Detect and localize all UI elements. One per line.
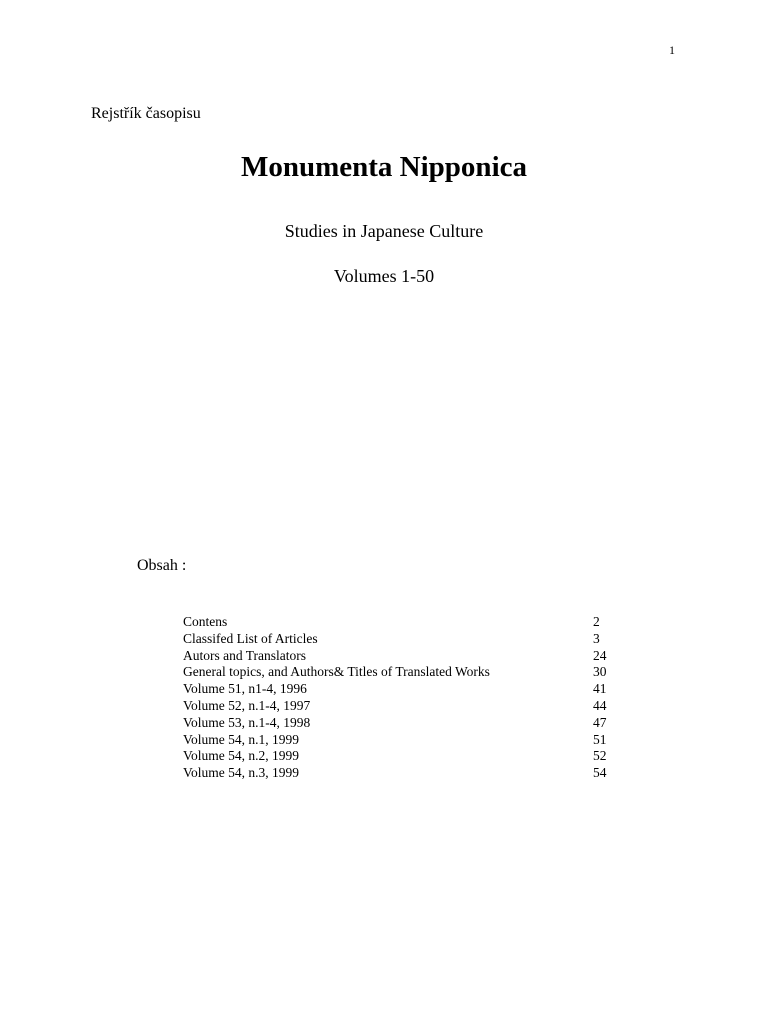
- document-subtitle: Studies in Japanese Culture: [284, 221, 484, 241]
- toc-entry: [183, 715, 623, 732]
- document-kicker: Rejstřík časopisu: [91, 105, 201, 122]
- document-title: Monumenta Nipponica: [240, 151, 527, 183]
- toc-entry-title: Contens: [183, 614, 228, 629]
- toc-entry-title: Volume 54, n.2, 1999: [183, 748, 300, 764]
- toc-entry-page: 47: [593, 714, 607, 730]
- toc-entry-page: 30: [593, 664, 607, 680]
- toc-entry: [183, 748, 623, 765]
- toc-entry-title: Volume 54, n.1, 1999: [183, 731, 300, 747]
- toc-entry-title: Volume 54, n.3, 1999: [183, 765, 300, 781]
- toc-entry-page: 2: [593, 614, 600, 629]
- toc-entry: [183, 765, 623, 782]
- toc-entry-title: General topics, and Authors& Titles of Translated Works: [183, 664, 490, 680]
- toc-entry-title: Autors and Translators: [183, 647, 307, 663]
- toc-entry: [183, 732, 623, 749]
- toc-entry: [183, 698, 623, 715]
- toc-entry: [183, 631, 623, 648]
- toc-entry-page: 52: [593, 748, 607, 764]
- toc-entry-page: 41: [593, 681, 607, 697]
- toc-entry-title: Volume 51, n1-4, 1996: [183, 681, 307, 697]
- toc-heading: Obsah :: [137, 557, 187, 574]
- toc-entry-page: 44: [593, 697, 607, 713]
- toc-entry: [183, 648, 623, 665]
- toc-entry-page: 3: [593, 630, 600, 646]
- toc-entry-page: 51: [593, 731, 607, 747]
- toc-entry-page: 54: [593, 765, 607, 781]
- toc-entry-title: Volume 53, n.1-4, 1998: [183, 714, 311, 730]
- toc-entry-title: Classifed List of Articles: [183, 630, 318, 646]
- toc-entry-page: 24: [593, 647, 607, 663]
- toc-entry: [183, 681, 623, 698]
- toc-entry: [183, 614, 623, 631]
- toc-entry-title: Volume 52, n.1-4, 1997: [183, 697, 311, 713]
- volumes-range: Volumes 1-50: [333, 266, 435, 286]
- toc-entry: [183, 664, 623, 681]
- page-number: 1: [669, 43, 675, 57]
- table-of-contents: [183, 614, 623, 782]
